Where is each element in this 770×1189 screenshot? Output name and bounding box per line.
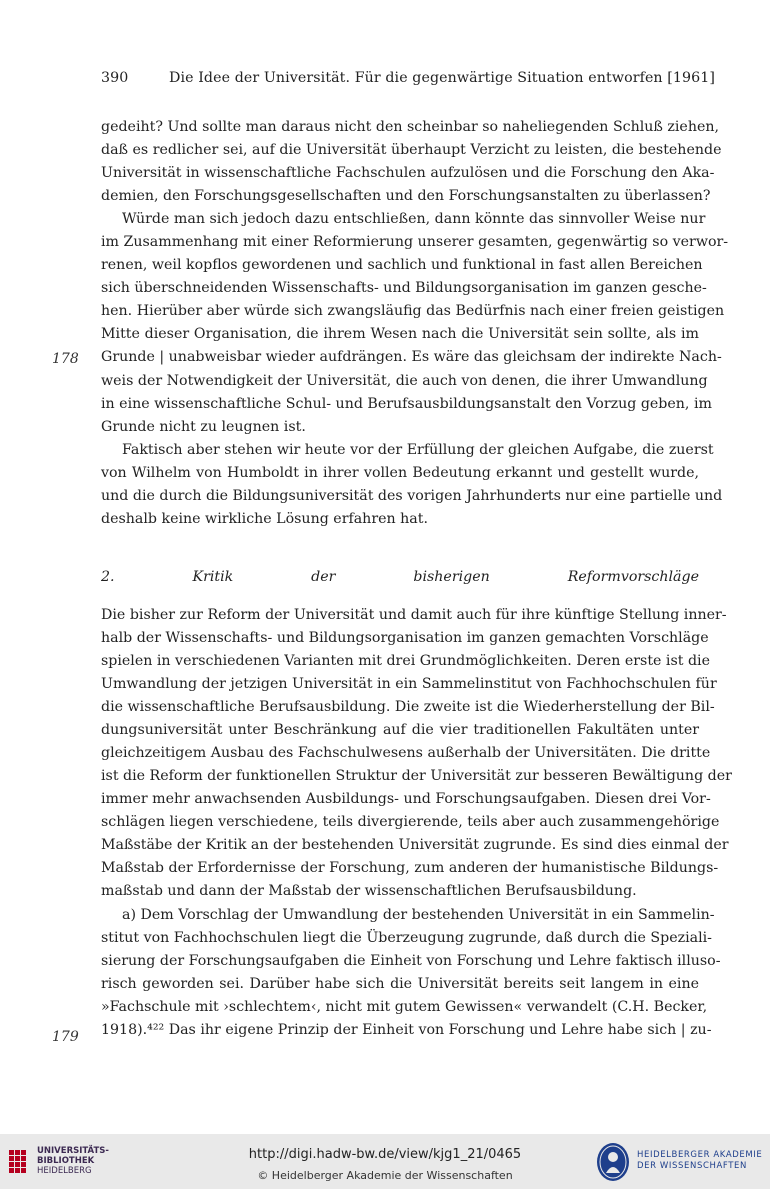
library-name-line: UNIVERSITÄTS- [37, 1146, 109, 1156]
paragraph-4 [101, 604, 732, 904]
spacer [101, 531, 699, 566]
text-line: Die bisher zur Reform der Universität und damit auch für ihre künftige Stellung inner- [101, 606, 727, 623]
academy-name-line: DER WISSENSCHAFTEN [637, 1161, 747, 1171]
text-line: die wissenschaftliche Berufsausbildung. Die zweite ist die Wiederherstellung der Bil- [101, 699, 715, 716]
text-line: schlägen liegen verschiedene, teils divergierende, teils aber auch zusammengehörige [101, 814, 720, 831]
text-line: »Fachschule mit ›schlechtem‹, nicht mit gutem Gewissen« verwandelt (C.H. Becker, [101, 998, 708, 1015]
library-name-line: HEIDELBERG [37, 1166, 92, 1176]
text-line: 1918).⁴²² Das ihr eigene Prinzip der Einheit von Forschung und Lehre habe sich | zu- [101, 1021, 712, 1038]
text-line: Würde man sich jedoch dazu entschließen, dann könnte das sinnvoller Weise nur [122, 211, 706, 228]
text-line: dungsuniversität unter Beschränkung auf die vier traditionellen Fakultäten unter [101, 722, 699, 739]
paragraph-3 [101, 439, 723, 531]
margin-page-ref-179: 179 [52, 1029, 79, 1045]
spacer [101, 589, 699, 604]
paragraph-2 [101, 208, 729, 438]
text-line: daß es redlicher sei, auf die Universität überhaupt Verzicht zu leisten, die bestehende [101, 142, 722, 159]
academy-name [637, 1150, 762, 1172]
text-line: Maßstab der Erfordernisse der Forschung, zum anderen der humanistische Bildungs- [101, 860, 719, 877]
text-line: stitut von Fachhochschulen liegt die Überzeugung zugrunde, daß durch die Speziali- [101, 929, 712, 946]
text-line: Grunde nicht zu leugnen ist. [101, 418, 306, 435]
viewer-footer [0, 1134, 770, 1189]
text-line: Maßstäbe der Kritik an der bestehenden Universität zugrunde. Es sind dies einmal der [101, 837, 729, 854]
text-line: und die durch die Bildungsuniversität des vorigen Jahrhunderts nur eine partielle und [101, 487, 723, 504]
running-title: Die Idee der Universität. Für die gegenwärtige Situation entworfen [1961] [169, 70, 716, 86]
text-line: im Zusammenhang mit einer Reformierung unserer gesamten, gegenwärtig so verwor- [101, 234, 729, 251]
text-line: immer mehr anwachsenden Ausbildungs- und Forschungsaufgaben. Diesen drei Vor- [101, 791, 711, 808]
text-line: ist die Reform der funktionellen Struktur der Universität zur besseren Bewältigung der [101, 768, 732, 785]
text-line: Grunde | unabweisbar wieder aufdrängen. Es wäre das gleichsam der indirekte Nach- [101, 349, 722, 366]
text-line: gleichzeitigem Ausbau des Fachschulwesens außerhalb der Universitäten. Die dritte [101, 745, 711, 762]
academy-name-line: HEIDELBERGER AKADEMIE [637, 1150, 763, 1160]
page-number: 390 [101, 70, 129, 86]
text-line: spielen in verschiedenen Varianten mit drei Grundmöglichkeiten. Deren erste ist die [101, 652, 710, 669]
text-line: halb der Wissenschafts- und Bildungsorganisation im ganzen gemachten Vorschläge [101, 629, 709, 646]
permalink-url[interactable]: http://digi.hadw-bw.de/view/kjg1_21/0465 [248, 1147, 522, 1162]
text-line: sich überschneidenden Wissenschafts- und Bildungsorganisation im ganzen gesche- [101, 280, 707, 297]
text-line: Universität in wissenschaftliche Fachschulen aufzulösen und die Forschung den Aka- [101, 165, 715, 182]
text-line: risch geworden sei. Darüber habe sich die Universität bereits seit langem in eine [101, 975, 699, 992]
text-line: hen. Hierüber aber würde sich zwangsläufig das Bedürfnis nach einer freien geistigen [101, 303, 725, 320]
library-name-line: BIBLIOTHEK [37, 1156, 95, 1166]
academy-seal-icon[interactable] [596, 1141, 630, 1183]
text-line: renen, weil kopflos gewordenen und sachlich und funktional in fast allen Bereichen [101, 257, 703, 274]
text-line: Umwandlung der jetzigen Universität in ein Sammelinstitut von Fachhochschulen für [101, 676, 717, 693]
copyright-notice: © Heidelberger Akademie der Wissenschaften [257, 1169, 513, 1182]
text-line: sierung der Forschungsaufgaben die Einheit von Forschung und Lehre faktisch illuso- [101, 952, 721, 969]
text-line: maßstab und dann der Maßstab der wissenschaftlichen Berufsausbildung. [101, 883, 637, 900]
section-heading: 2. Kritik der bisherigen Reformvorschläge [101, 568, 699, 585]
paragraph-5 [101, 904, 721, 1042]
margin-page-ref-178: 178 [52, 351, 79, 367]
text-line: deshalb keine wirkliche Lösung erfahren hat. [101, 510, 428, 527]
text-line: a) Dem Vorschlag der Umwandlung der bestehenden Universität in ein Sammelin- [122, 906, 715, 923]
running-header [101, 70, 716, 86]
text-line: weis der Notwendigkeit der Universität, die auch von denen, die ihrer Umwandlung [101, 372, 708, 389]
text-line: Faktisch aber stehen wir heute vor der Erfüllung der gleichen Aufgabe, die zuerst [122, 441, 714, 458]
text-line: demien, den Forschungsgesellschaften und den Forschungsanstalten zu überlassen? [101, 188, 711, 205]
paragraph-1 [101, 116, 722, 208]
text-line: gedeiht? Und sollte man daraus nicht den scheinbar so naheliegenden Schluß ziehen, [101, 119, 719, 135]
text-line: Mitte dieser Organisation, die ihrem Wesen nach die Universität sein sollte, als im [101, 326, 699, 343]
text-line: in eine wissenschaftliche Schul- und Berufsausbildungsanstalt den Vorzug geben, im [101, 395, 712, 412]
body-text [101, 116, 732, 1042]
text-line: von Wilhelm von Humboldt in ihrer vollen Bedeutung erkannt und gestellt wurde, [101, 464, 699, 481]
